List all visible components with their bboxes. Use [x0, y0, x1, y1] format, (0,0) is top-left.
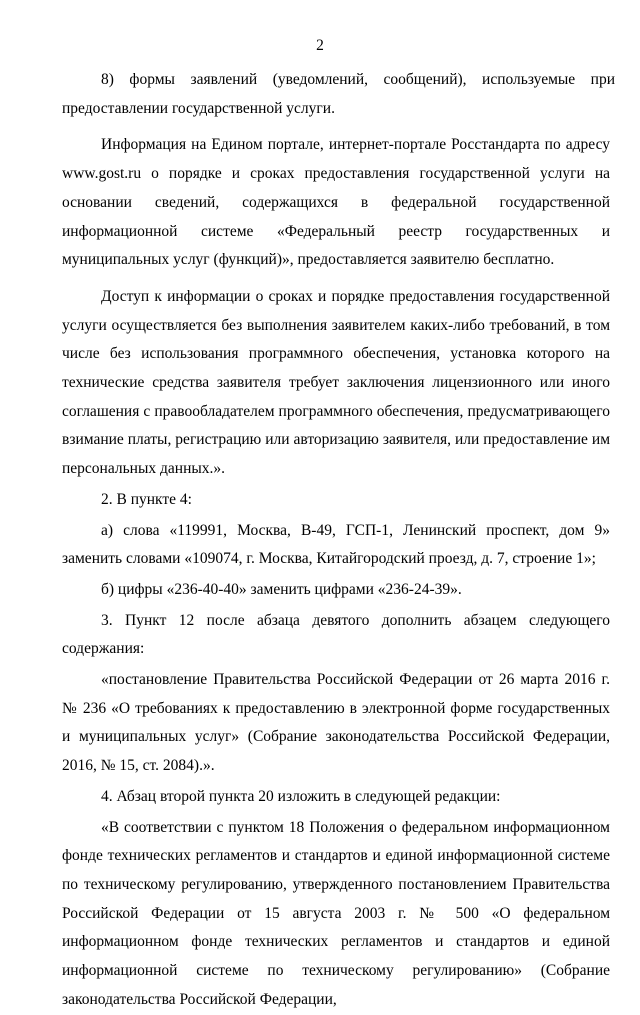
paragraph-decree-236: «постановление Правительства Российской Федерации от 26 марта 2016 г. № 236 «О требованиях к предоставлению в электронной форме государственных и муниципальных услуг» (Собрание законодательства Российской Федерации, 2016, № 15, ст. 2084).».: [62, 671, 610, 775]
document-body: [62, 66, 616, 1015]
page-number: 2: [316, 37, 324, 54]
paragraph-access: Доступ к информации о сроках и порядке предоставления государственной услуги осуществляется без выполнения заявителем каких-либо требований, в том числе без использования программного обеспечения, установка которого на технические средства заявителя требует заключения лицензионного или иного соглашения с правообладателем программного обеспечения, предусматривающего взимание платы, регистрацию или авторизацию заявителя, или предоставление им персональных данных.».: [62, 287, 610, 478]
paragraph-item-2a: а) слова «119991, Москва, В-49, ГСП-1, Ленинский проспект, дом 9» заменить словами «109074, г. Москва, Китайгородский проезд, д. 7, строение 1»;: [62, 521, 610, 568]
paragraph-info-portal: Информация на Едином портале, интернет-портале Росстандарта по адресу www.gost.ru о порядке и сроках предоставления государственной услуги на основании сведений, содержащихся в федеральной государственной информационной системе «Федеральный реестр государственных и муниципальных услуг (функций)», предоставляется заявителю бесплатно.: [62, 136, 610, 269]
paragraph-item-2: 2. В пункте 4:: [101, 490, 192, 508]
paragraph-item-2b: б) цифры «236-40-40» заменить цифрами «236-24-39».: [101, 580, 462, 598]
paragraph-new-wording: «В соответствии с пунктом 18 Положения о федеральном информационном фонде технических регламентов и стандартов и единой информационной системе по техническому регулированию, утвержденного постановлением Правительства Российской Федерации от 15 августа 2003 г. № 500 «О федеральном информационном фонде технических регламентов и стандартов и единой информационной системе по техническому регулированию» (Собрание законодательства Российской Федерации,: [62, 818, 610, 1008]
paragraph-forms: 8) формы заявлений (уведомлений, сообщений), используемые при предоставлении государственной услуги.: [62, 71, 616, 117]
paragraph-item-4: 4. Абзац второй пункта 20 изложить в следующей редакции:: [101, 787, 501, 805]
paragraph-item-3: 3. Пункт 12 после абзаца девятого дополнить абзацем следующего содержания:: [62, 611, 610, 658]
